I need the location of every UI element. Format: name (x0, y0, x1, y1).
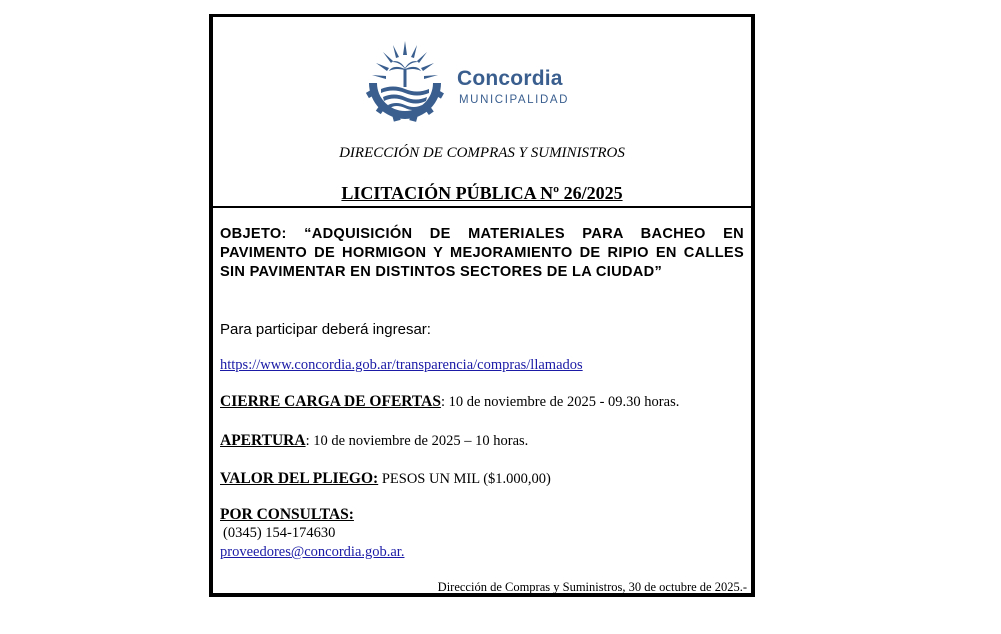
cierre-row (220, 393, 679, 411)
municipal-emblem-icon (363, 39, 447, 125)
valor-value: PESOS UN MIL ($1.000,00) (378, 471, 551, 487)
objeto-paragraph: OBJETO: “ADQUISICIÓN DE MATERIALES PARA BACHEO EN PAVIMENTO DE HORMIGON Y MEJORAMIENTO DE RIPIO EN CALLES SIN PAVIMENTAR EN DISTINTOS SECTORES DE LA CIUDAD” (220, 226, 744, 280)
participar-text: Para participar deberá ingresar: (220, 321, 431, 338)
valor-row (220, 470, 551, 488)
consultas-row (220, 506, 354, 524)
apertura-label: APERTURA (220, 432, 306, 449)
footer-signature: Dirección de Compras y Suministros, 30 de octubre de 2025.- (437, 580, 747, 594)
cierre-value: : 10 de noviembre de 2025 - 09.30 horas. (440, 394, 680, 410)
cierre-label: CIERRE CARGA DE OFERTAS (220, 393, 441, 410)
brand-name: Concordia (457, 67, 563, 90)
llamados-link[interactable]: https://www.concordia.gob.ar/transparencia/compras/llamados (220, 357, 583, 373)
notice-title-text: LICITACIÓN PÚBLICA Nº 26/2025 (341, 183, 623, 203)
email-link[interactable]: proveedores@concordia.gob.ar. (220, 544, 405, 560)
notice-title (213, 183, 751, 204)
notice-header (213, 17, 751, 206)
tender-notice (209, 14, 755, 597)
apertura-row (220, 432, 528, 450)
header-divider (213, 206, 751, 208)
valor-label: VALOR DEL PLIEGO: (220, 470, 379, 487)
concordia-logo (363, 39, 583, 125)
brand-subtitle: MUNICIPALIDAD (459, 94, 570, 106)
apertura-value: : 10 de noviembre de 2025 – 10 horas. (305, 433, 529, 449)
phone-number: (0345) 154-174630 (223, 525, 336, 541)
consultas-label: POR CONSULTAS: (220, 506, 354, 523)
department-heading: DIRECCIÓN DE COMPRAS Y SUMINISTROS (339, 145, 625, 161)
